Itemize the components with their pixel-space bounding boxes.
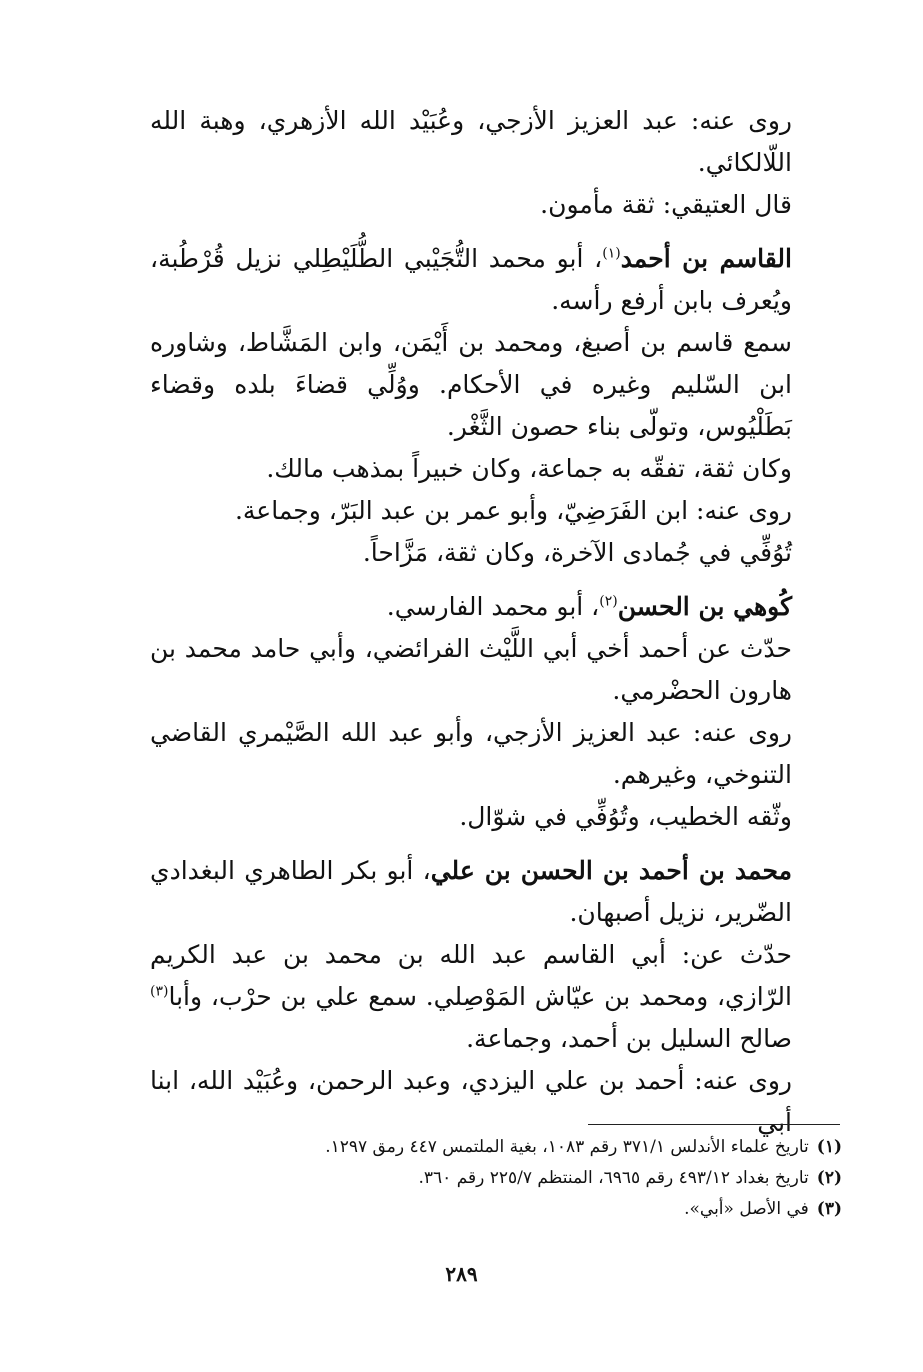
paragraph [150,448,842,490]
footnote-divider [588,1124,840,1125]
entry-description: ، أبو بكر الطاهري البغدادي الضّرير، نزيل أصبهان. [150,856,792,927]
paragraph-text: وثّقه الخطيب، وتُوُفِّي في شوّال. [459,802,792,831]
main-text [150,100,842,1144]
paragraph [150,712,842,796]
footnote-text: تاريخ بغداد ٤٩٣/١٢ رقم ٦٩٦٥، المنتظم ٢٢٥/٧ رقم ٣٦٠. [418,1168,809,1188]
footnote [150,1163,842,1194]
footnote-reference[interactable]: (١) [602,245,621,262]
footnote [150,1194,842,1225]
paragraph [150,100,842,184]
entry-name: محمد بن أحمد بن الحسن بن علي [430,856,792,885]
paragraph-text: صالح السليل بن أحمد، وجماعة. [466,1024,792,1053]
paragraph-text: روى عنه: ابن الفَرَضِيّ، وأبو عمر بن عبد البَرّ، وجماعة. [234,496,792,525]
paragraph-text: حدّث عن: أبي القاسم عبد الله بن محمد بن عبد الكريم الرّازي، ومحمد بن عيّاش المَوْصِلي. سمع علي بن حرْب، وأبا [150,940,792,1011]
entry-heading [150,238,842,322]
footnote-number: (١) [816,1137,842,1157]
paragraph [150,934,842,1060]
paragraph-text: روى عنه: عبد العزيز الأزجي، وأبو عبد الله الصَّيْمري القاضي التنوخي، وغيرهم. [150,718,792,789]
paragraph-text: روى عنه: عبد العزيز الأزجي، وعُبَيْد الله الأزهري، وهبة الله اللّالكائي. [150,106,792,177]
entry-name: القاسم بن أحمد [620,244,792,273]
paragraph-text: سمع قاسم بن أصبغ، ومحمد بن أَيْمَن، وابن المَشَّاط، وشاوره ابن السّليم وغيره في الأحكام. ووُلِّي قضاءَ بلده وقضاء بَطَلْيُوس، وتولّى بناء حصون الثَّغْر. [150,328,792,441]
entry-name: كُوهي بن الحسن [617,592,792,621]
footnotes [150,1132,842,1225]
paragraph [150,628,842,712]
footnote-number: (٣) [816,1199,842,1219]
paragraph [150,532,842,574]
footnote [150,1132,842,1163]
footnote-text: في الأصل «أبي». [684,1199,809,1219]
paragraph [150,184,842,226]
footnote-reference[interactable]: (٢) [599,593,618,610]
footnote-text: تاريخ علماء الأندلس ٣٧١/١ رقم ١٠٨٣، بغية الملتمس ٤٤٧ رمق ١٢٩٧. [325,1137,809,1157]
paragraph-text: قال العتيقي: ثقة مأمون. [540,190,792,219]
paragraph-text: تُوُفِّي في جُمادى الآخرة، وكان ثقة، مَزَّاحاً. [362,538,792,567]
entry-heading [150,850,842,934]
entry-description: ، أبو محمد الفارسي. [386,592,600,621]
footnote-number: (٢) [816,1168,842,1188]
paragraph-text: حدّث عن أحمد أخي أبي اللَّيْث الفرائضي، وأبي حامد محمد بن هارون الحضْرمي. [150,634,792,705]
entry-heading [150,586,842,628]
paragraph [150,322,842,448]
paragraph [150,490,842,532]
paragraph-text: وكان ثقة، تفقّه به جماعة، وكان خبيراً بمذهب مالك. [266,454,792,483]
footnote-reference[interactable]: (٣) [150,983,169,1000]
paragraph-text: روى عنه: أحمد بن علي اليزدي، وعبد الرحمن، وعُبَيْد الله، ابنا أبي [150,1066,792,1137]
page-number: ٢٨٩ [445,1262,478,1286]
entry-description: ، أبو محمد التُّجَيْبي الطُّلَيْطِلي نزيل قُرْطُبة، ويُعرف بابن أرفع رأسه. [150,244,792,315]
paragraph [150,796,842,838]
